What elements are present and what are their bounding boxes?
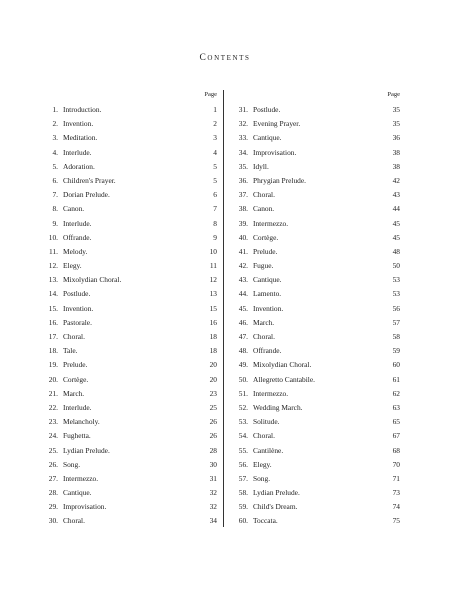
entry-number: 28. [48,488,58,498]
entry-page-number: 23 [209,388,217,398]
entry-number: 45. [238,303,248,313]
entry-title: Invention. [253,303,284,313]
entry-title: Child's Dream. [253,502,298,512]
entry-page-number: 3 [213,133,217,143]
entry-title: Postlude. [253,105,281,114]
page-column-header: Page [387,91,400,98]
entry-page-number: 58 [392,332,400,341]
entry-title: Allegretto Cantabile. [253,374,315,384]
entry-title: Intermezzo. [63,473,99,483]
entry-title: Canon. [63,204,85,214]
contents-entry [230,429,400,443]
entry-number: 47. [238,332,248,341]
entry-page-number: 35 [392,119,400,129]
entry-page-number: 6 [213,190,217,200]
contents-entry [40,131,217,145]
entry-page-number: 38 [392,147,400,157]
entry-page-number: 53 [392,275,400,285]
entry-title: Invention. [63,303,94,313]
contents-entry [230,202,400,216]
entry-number: 41. [238,246,248,256]
entry-page-number: 45 [392,232,400,242]
contents-entry [40,486,217,500]
contents-entry [40,514,217,528]
entry-page-number: 5 [213,175,217,185]
entry-title: Choral. [253,431,275,441]
contents-entry [230,231,400,245]
entry-page-number: 56 [392,303,400,313]
entry-page-number: 75 [392,516,400,526]
entry-page-number: 15 [209,303,217,313]
entry-page-number: 60 [392,360,400,370]
entry-number: 35. [238,161,248,171]
entry-title: Toccata. [253,516,278,526]
contents-entry [230,188,400,202]
entry-number: 4. [52,147,58,157]
entry-title: Interlude. [63,402,92,412]
contents-entry [40,344,217,358]
entry-title: Cantilène. [253,445,284,455]
entry-number: 21. [48,388,58,398]
contents-entry [40,245,217,259]
contents-entry [230,302,400,316]
entry-title: March. [253,317,275,327]
contents-entry [40,316,217,330]
entry-page-number: 16 [209,317,217,327]
entry-title: Idyll. [253,161,269,171]
entry-number: 24. [48,431,58,441]
entry-title: Canon. [253,204,275,214]
entry-number: 38. [238,204,248,214]
entry-number: 22. [48,402,58,412]
contents-entry [40,146,217,160]
entry-number: 12. [48,261,58,271]
entry-number: 30. [48,516,58,526]
page-title: Contents [199,53,251,63]
entry-title: Adoration. [63,161,95,171]
contents-entry [230,373,400,387]
entry-title: Tale. [63,346,78,356]
contents-entry [40,217,217,231]
entry-page-number: 34 [209,516,217,526]
entry-page-number: 28 [209,445,217,455]
entry-number: 48. [238,346,248,356]
entry-title: Offrande. [63,232,92,242]
entry-number: 9. [52,218,58,228]
entry-page-number: 20 [209,374,217,384]
entry-page-number: 63 [392,402,400,412]
contents-entry [230,259,400,273]
contents-entry [40,358,217,372]
entry-number: 29. [48,502,58,512]
entry-title: Elegy. [253,459,272,469]
entry-number: 11. [49,246,58,256]
entry-number: 52. [238,402,248,412]
entry-number: 50. [238,374,248,384]
entry-page-number: 5 [213,161,217,171]
entry-title: Choral. [253,332,275,341]
entry-page-number: 11 [209,261,217,271]
entry-number: 46. [238,317,248,327]
entry-page-number: 7 [213,204,217,214]
entry-title: Pastorale. [63,317,92,327]
entry-number: 56. [238,459,248,469]
contents-entry [40,472,217,486]
entry-page-number: 1 [213,105,217,114]
entry-title: Choral. [63,332,85,341]
contents-entry [230,316,400,330]
entry-number: 54. [238,431,248,441]
contents-entry [40,429,217,443]
contents-column-left [40,88,217,529]
entry-page-number: 25 [209,402,217,412]
entry-page-number: 9 [213,232,217,242]
entry-number: 37. [238,190,248,200]
entry-page-number: 13 [209,289,217,299]
contents-entry [40,458,217,472]
entry-title: Interlude. [63,147,92,157]
contents-entry [40,103,217,117]
entry-number: 18. [48,346,58,356]
entry-number: 58. [238,488,248,498]
entry-title: Prelude. [63,360,88,370]
entry-title: Fugue. [253,261,274,271]
entry-title: Postlude. [63,289,91,299]
entry-title: Cantique. [253,133,282,143]
entry-number: 40. [238,232,248,242]
entry-page-number: 35 [392,105,400,114]
entry-number: 53. [238,417,248,427]
entry-number: 23. [48,417,58,427]
entry-number: 42. [238,261,248,271]
entry-page-number: 70 [392,459,400,469]
entry-title: Phrygian Prelude. [253,175,306,185]
contents-entry [230,245,400,259]
entry-page-number: 10 [209,246,217,256]
entry-title: Prelude. [253,246,278,256]
entry-number: 60. [238,516,248,526]
entry-title: Lamento. [253,289,282,299]
entry-title: Choral. [63,516,85,526]
contents-entry [40,387,217,401]
contents-entry [230,444,400,458]
contents-entry [40,188,217,202]
entry-title: Song. [63,459,81,469]
entry-title: Choral. [253,190,275,200]
entry-page-number: 62 [392,388,400,398]
contents-entry [230,358,400,372]
contents-entry [230,500,400,514]
entry-page-number: 2 [213,119,217,129]
contents-entry [40,415,217,429]
entry-title: Cantique. [253,275,282,285]
entry-page-number: 30 [209,459,217,469]
entry-title: Invention. [63,119,94,129]
entry-number: 6. [52,175,58,185]
entry-page-number: 74 [392,502,400,512]
contents-entry [40,273,217,287]
entry-page-number: 71 [392,473,400,483]
entry-number: 27. [48,473,58,483]
entry-number: 43. [238,275,248,285]
entry-title: Introduction. [63,105,102,114]
entry-number: 57. [238,473,248,483]
entry-number: 14. [48,289,58,299]
contents-entry [40,302,217,316]
contents-entry [230,160,400,174]
contents-entry [40,287,217,301]
contents-entry [230,472,400,486]
entry-number: 15. [48,303,58,313]
entry-number: 17. [48,332,58,341]
entry-number: 49. [238,360,248,370]
entry-title: Solitude. [253,417,280,427]
contents-entry [230,217,400,231]
contents-entry [230,401,400,415]
entry-page-number: 38 [392,161,400,171]
entry-title: Cortège. [253,232,279,242]
contents-entry [230,131,400,145]
entry-title: Improvisation. [253,147,297,157]
contents-entry [230,273,400,287]
page-column-header: Page [204,91,217,98]
entry-number: 44. [238,289,248,299]
entry-number: 59. [238,502,248,512]
column-divider [223,90,224,527]
contents-entry [230,486,400,500]
entry-page-number: 20 [209,360,217,370]
entry-number: 39. [238,218,248,228]
contents-entry [40,373,217,387]
contents-entry [40,500,217,514]
entry-number: 7. [52,190,58,200]
contents-entry [40,117,217,131]
entry-page-number: 67 [392,431,400,441]
entry-title: Mixolydian Choral. [253,360,312,370]
entry-number: 19. [48,360,58,370]
entry-number: 25. [48,445,58,455]
entry-number: 5. [52,161,58,171]
contents-entry [230,117,400,131]
entry-title: Children's Prayer. [63,175,116,185]
entry-title: Elegy. [63,261,82,271]
entry-number: 3. [52,133,58,143]
entry-title: Song. [253,473,271,483]
entry-page-number: 4 [213,147,217,157]
entry-title: Dorian Prelude. [63,190,110,200]
entry-page-number: 45 [392,218,400,228]
contents-entry [230,458,400,472]
entry-title: Offrande. [253,346,282,356]
entry-page-number: 44 [392,204,400,214]
entry-number: 1. [52,105,58,114]
contents-entry [230,514,400,528]
entry-number: 26. [48,459,58,469]
contents-entry [40,401,217,415]
entry-title: Intermezzo. [253,218,289,228]
entry-page-number: 57 [392,317,400,327]
contents-entry [230,415,400,429]
entry-page-number: 42 [392,175,400,185]
entry-number: 51. [238,388,248,398]
entry-page-number: 68 [392,445,400,455]
entry-number: 2. [52,119,58,129]
entry-title: March. [63,388,85,398]
entry-number: 32. [238,119,248,129]
entry-number: 34. [238,147,248,157]
entry-number: 33. [238,133,248,143]
contents-entry [230,330,400,344]
entry-title: Wedding March. [253,402,303,412]
entry-page-number: 53 [392,289,400,299]
entry-page-number: 43 [392,190,400,200]
contents-entry [230,103,400,117]
entry-number: 20. [48,374,58,384]
contents-entry [40,444,217,458]
entry-number: 8. [52,204,58,214]
contents-entry [230,344,400,358]
entry-title: Melody. [63,246,88,256]
contents-entry [230,387,400,401]
entry-page-number: 26 [209,431,217,441]
contents-entry [40,231,217,245]
entry-page-number: 36 [392,133,400,143]
entry-title: Mixolydian Choral. [63,275,122,285]
entry-title: Lydian Prelude. [253,488,300,498]
contents-entry [230,174,400,188]
entry-page-number: 32 [209,502,217,512]
entry-title: Melancholy. [63,417,100,427]
entry-page-number: 61 [392,374,400,384]
entry-number: 55. [238,445,248,455]
entry-page-number: 32 [209,488,217,498]
entry-title: Interlude. [63,218,92,228]
entry-page-number: 65 [392,417,400,427]
entry-title: Improvisation. [63,502,107,512]
contents-entry [40,202,217,216]
entry-page-number: 48 [392,246,400,256]
entry-number: 13. [48,275,58,285]
entry-page-number: 31 [209,473,217,483]
entry-page-number: 18 [209,332,217,341]
entry-title: Intermezzo. [253,388,289,398]
contents-entry [40,160,217,174]
entry-number: 16. [48,317,58,327]
entry-page-number: 50 [392,261,400,271]
entry-title: Fughetta. [63,431,91,441]
entry-title: Meditation. [63,133,98,143]
entry-page-number: 59 [392,346,400,356]
entry-page-number: 18 [209,346,217,356]
contents-entry [40,174,217,188]
entry-number: 36. [238,175,248,185]
entry-number: 31. [238,105,248,114]
entry-title: Cantique. [63,488,92,498]
contents-column-right [230,88,400,529]
entry-page-number: 8 [213,218,217,228]
entry-title: Cortège. [63,374,89,384]
entry-title: Evening Prayer. [253,119,301,129]
entry-number: 10. [48,232,58,242]
contents-entry [230,287,400,301]
contents-entry [40,330,217,344]
contents-entry [40,259,217,273]
entry-title: Lydian Prelude. [63,445,110,455]
contents-entry [230,146,400,160]
entry-page-number: 26 [209,417,217,427]
entry-page-number: 73 [392,488,400,498]
entry-page-number: 12 [209,275,217,285]
